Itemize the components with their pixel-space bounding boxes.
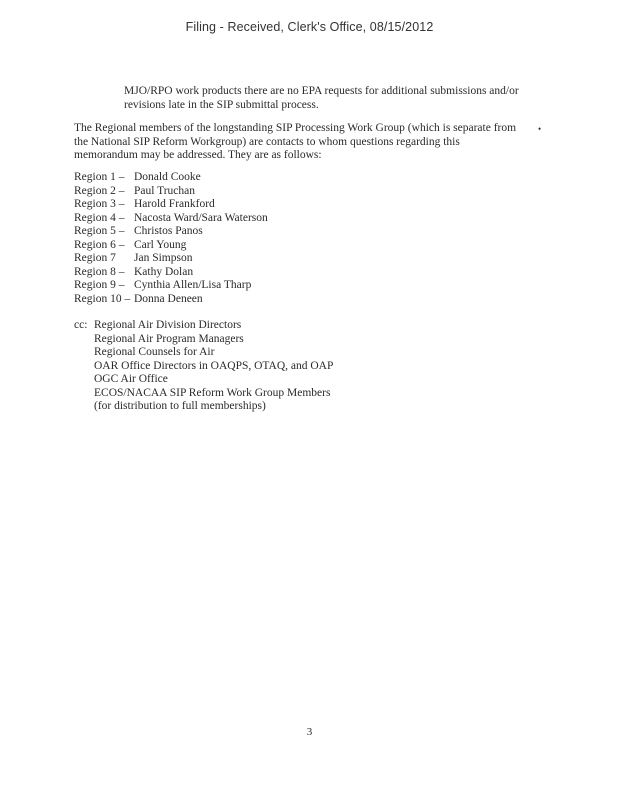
region-label: Region 6 – — [74, 238, 125, 251]
region-label: Region 9 – — [74, 279, 125, 291]
region-row — [74, 239, 268, 253]
region-row — [74, 279, 268, 293]
region-label: Region 7 — [74, 252, 116, 264]
region-contact-name: Paul Truchan — [134, 184, 196, 197]
filing-header: Filing - Received, Clerk's Office, 08/15/2012 — [185, 20, 434, 34]
region-contact-name: Kathy Dolan — [134, 265, 194, 278]
cc-recipient: OAR Office Directors in OAQPS, OTAQ, and OAP — [94, 359, 334, 372]
cc-recipient: OGC Air Office — [94, 373, 168, 385]
region-contact-name: Jan Simpson — [134, 252, 193, 264]
cc-recipient: Regional Air Program Managers — [94, 332, 244, 345]
region-contact-name: Carl Young — [134, 238, 187, 251]
region-label: Region 3 – — [74, 198, 125, 210]
paragraph-line: memorandum may be addressed. They are as follows: — [74, 149, 322, 161]
paragraph-line: The Regional members of the longstanding SIP Processing Work Group (which is separate from — [74, 122, 517, 134]
region-row — [74, 171, 268, 185]
cc-distribution-list — [74, 319, 333, 414]
region-row — [74, 266, 268, 280]
region-contact-name: Donna Deneen — [134, 292, 203, 305]
paragraph-line: MJO/RPO work products there are no EPA requests for additional submissions and/or — [124, 85, 519, 97]
region-label: Region 1 – — [74, 171, 125, 183]
cc-recipient: ECOS/NACAA SIP Reform Work Group Members — [94, 386, 331, 399]
paragraph-line: revisions late in the SIP submittal process. — [124, 98, 319, 111]
region-contacts-list — [74, 171, 268, 306]
cc-row — [74, 400, 333, 414]
cc-recipient: Regional Counsels for Air — [94, 346, 215, 358]
cc-row — [74, 346, 333, 360]
region-row — [74, 212, 268, 226]
region-label: Region 5 – — [74, 225, 125, 237]
region-label: Region 10 – — [74, 292, 131, 305]
region-label: Region 8 – — [74, 265, 125, 278]
region-label: Region 4 – — [74, 211, 125, 224]
cc-row — [74, 373, 333, 387]
cc-recipient: (for distribution to full memberships) — [94, 400, 266, 412]
region-contact-name: Harold Frankford — [134, 198, 215, 210]
cc-row — [74, 333, 333, 347]
page-number: 3 — [306, 726, 313, 738]
region-row — [74, 293, 268, 307]
cc-recipient: Regional Air Division Directors — [94, 319, 242, 331]
paragraph-continuation — [124, 85, 519, 112]
region-row — [74, 198, 268, 212]
paragraph-contacts-intro — [74, 122, 516, 163]
cc-row — [74, 319, 333, 333]
cc-row — [74, 387, 333, 401]
region-contact-name: Christos Panos — [134, 225, 203, 237]
region-row — [74, 225, 268, 239]
region-row — [74, 185, 268, 199]
region-label: Region 2 – — [74, 184, 125, 197]
region-contact-name: Donald Cooke — [134, 171, 201, 183]
region-contact-name: Cynthia Allen/Lisa Tharp — [134, 279, 252, 291]
region-row — [74, 252, 268, 266]
region-contact-name: Nacosta Ward/Sara Waterson — [134, 211, 268, 224]
margin-bullet-mark: • — [538, 124, 542, 134]
cc-row — [74, 360, 333, 374]
cc-label: cc: — [74, 319, 88, 331]
paragraph-line: the National SIP Reform Workgroup) are contacts to whom questions regarding this — [74, 135, 460, 148]
